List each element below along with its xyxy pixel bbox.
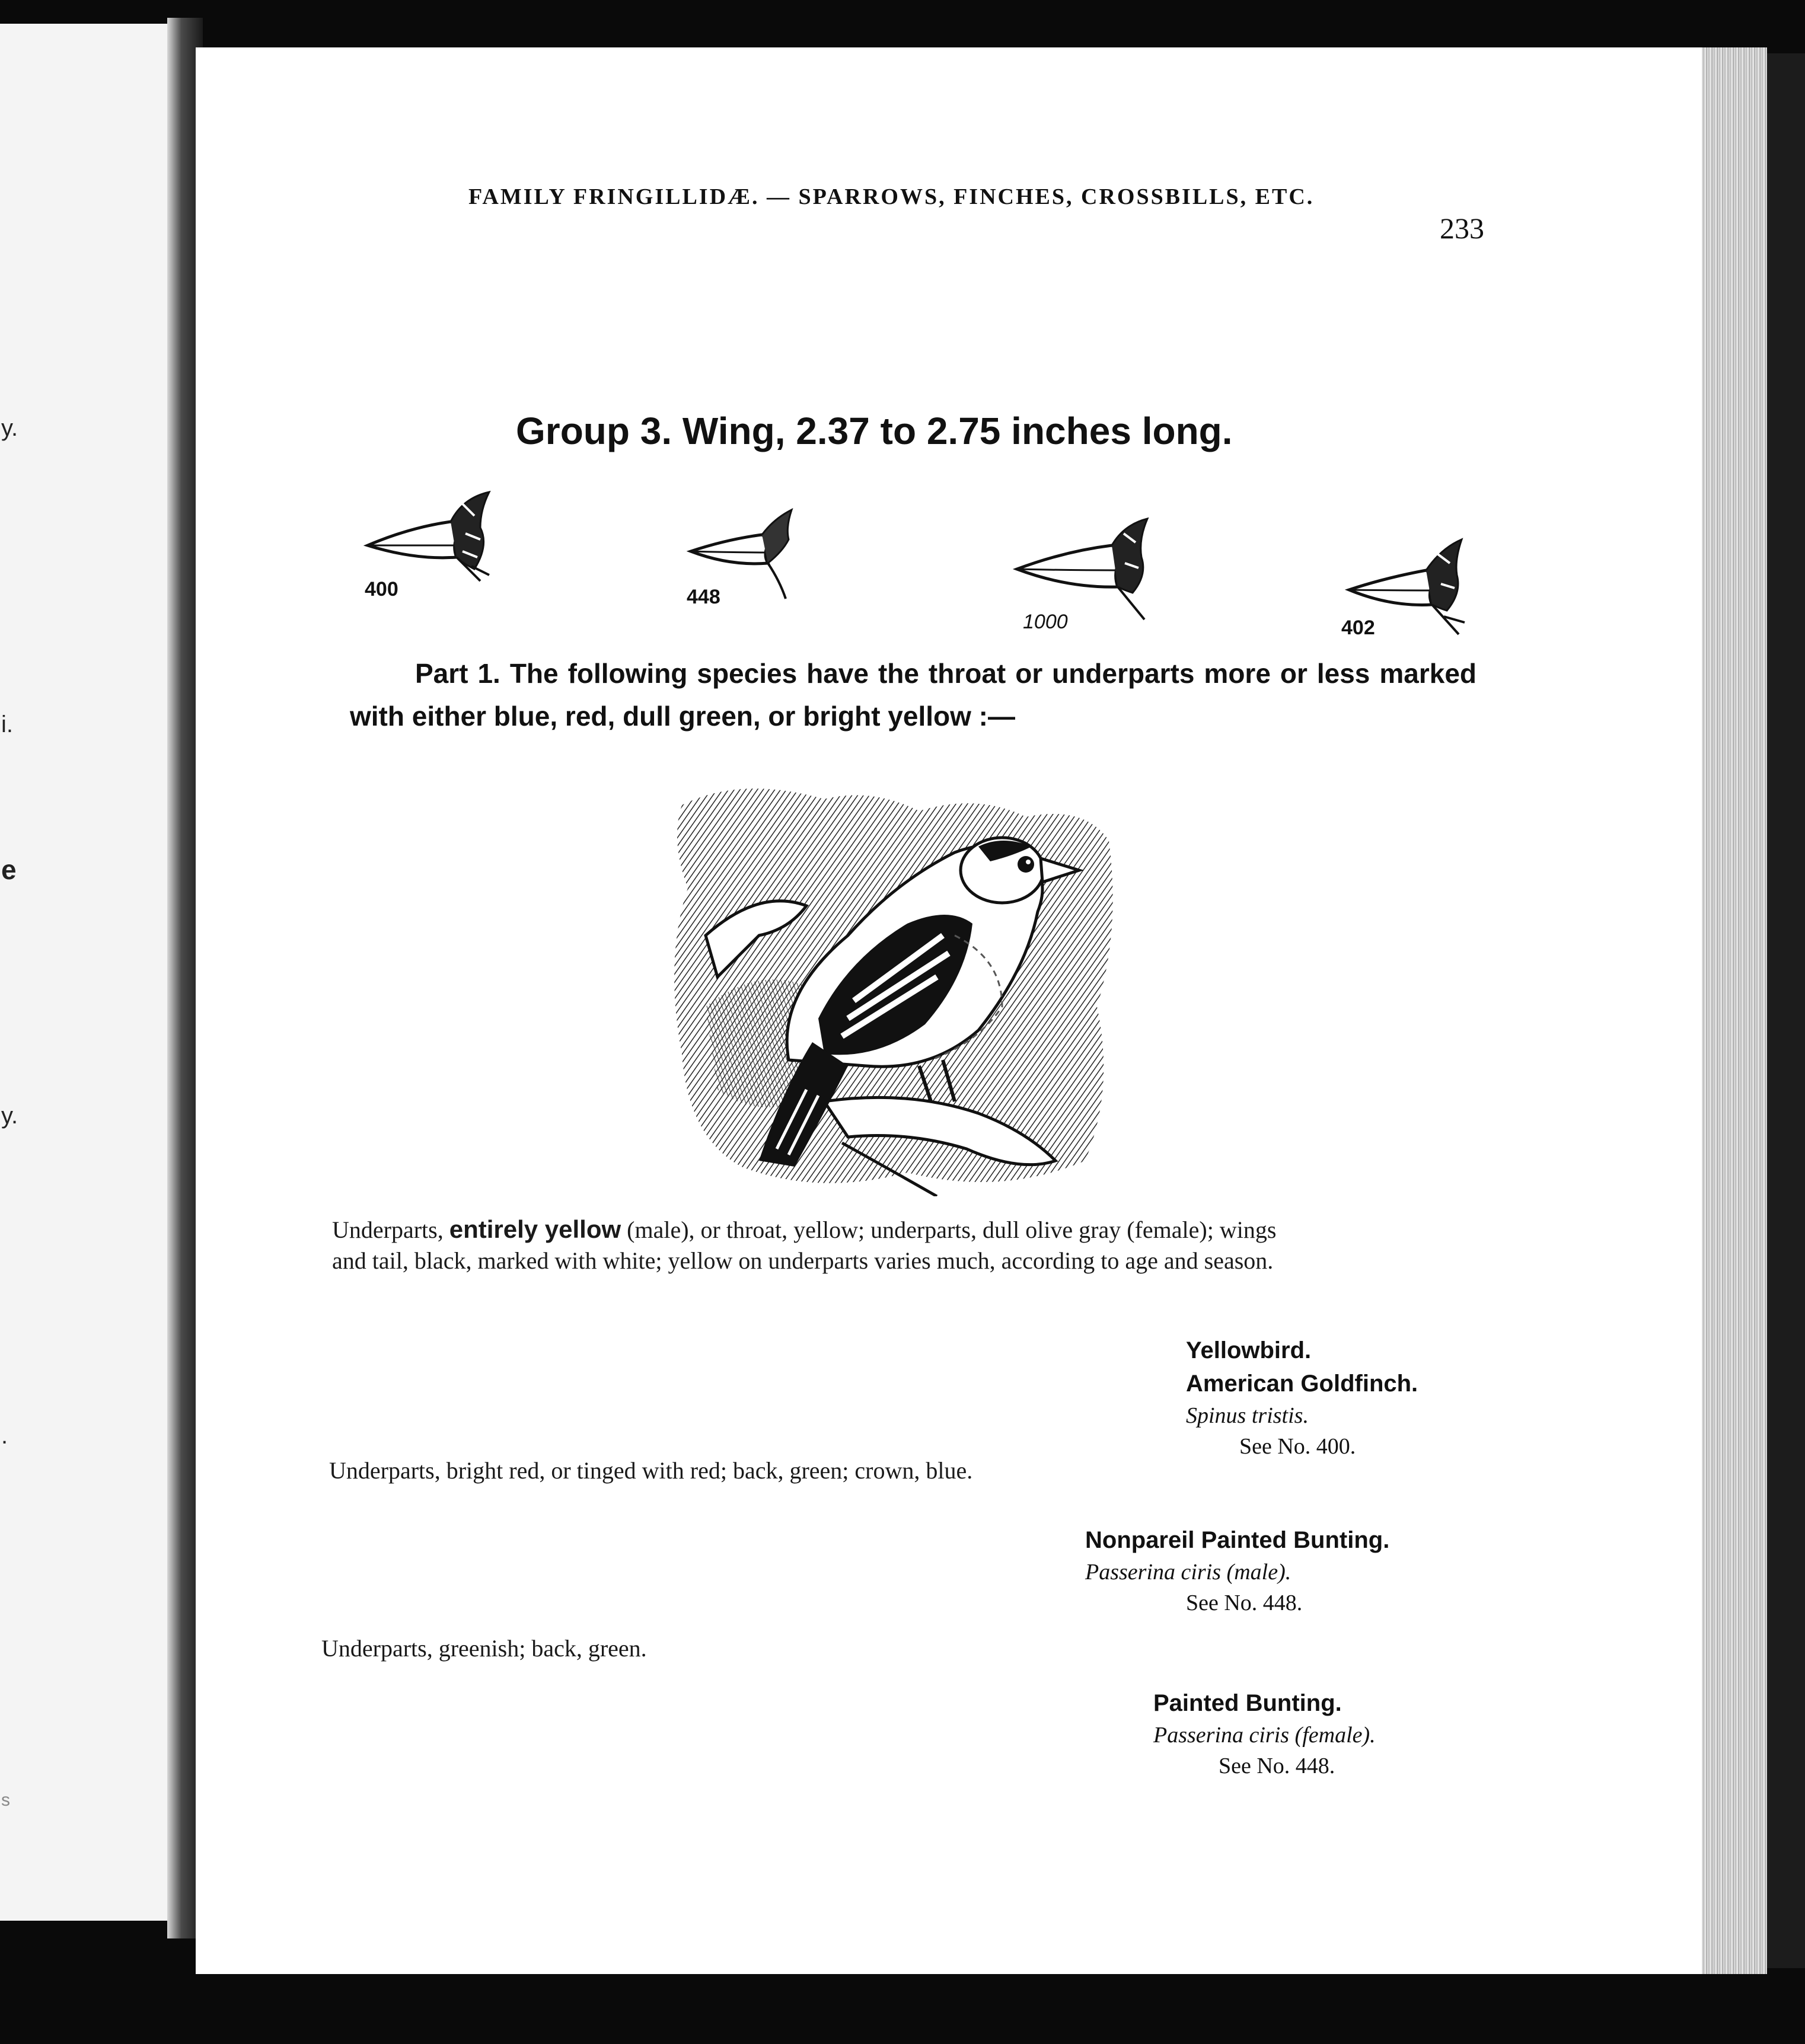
left-page-fragment: s [1,1790,10,1810]
species-description: Underparts, bright red, or tinged with red; back, green; crown, blue. [329,1457,973,1484]
scientific-name: Spinus tristis. [1186,1403,1309,1428]
bill-figure-label: 448 [687,586,720,608]
left-page-fragment: i. [1,711,13,737]
part-label: Part 1. [415,658,500,689]
species-description: Underparts, greenish; back, green. [321,1635,647,1662]
running-head: FAMILY FRINGILLIDÆ. — SPARROWS, FINCHES, CROSSBILLS, ETC. [468,184,1315,209]
left-page-fragment: . [1,1423,8,1449]
part-1-intro [350,652,1476,737]
description-text: (male), or throat, yellow; underparts, dull olive gray (female); wings and tail, black, marked with white; yellow on underparts varies much, according to age and season. [332,1216,1277,1274]
left-page-fragment: y. [1,1103,18,1129]
description-emphasis: entirely yellow [449,1215,621,1243]
see-reference: See No. 448. [1186,1591,1303,1615]
group-heading: Group 3. Wing, 2.37 to 2.75 inches long. [516,410,1233,452]
common-name: American Goldfinch. [1186,1371,1418,1397]
see-reference: See No. 400. [1239,1434,1356,1459]
species-description [332,1214,1316,1276]
bill-figure-label: 402 [1341,617,1375,639]
book-cover-edge [1767,53,1805,1968]
common-name: Nonpareil Painted Bunting. [1085,1527,1390,1553]
scientific-name: Passerina ciris (female). [1153,1723,1376,1748]
common-name: Yellowbird. [1186,1337,1312,1363]
left-page-fragment: e [1,854,17,885]
description-text: Underparts, [332,1216,449,1243]
common-name: Painted Bunting. [1153,1690,1342,1716]
goldfinch-engraving-icon [670,781,1121,1196]
bill-figure-label: 400 [365,578,398,601]
page-number: 233 [1440,212,1484,245]
left-page-fragment: y. [1,415,18,441]
left-facing-page [0,24,178,1921]
species-entry [1153,1687,1376,1781]
scientific-name: Passerina ciris (male). [1085,1560,1291,1585]
species-entry [1085,1524,1389,1618]
part-text: The following species have the throat or underparts more or less marked with either blue, red, dull green, or bright yellow :— [350,658,1477,732]
species-entry [1186,1334,1418,1462]
bill-figure-label: 1000 [1023,611,1068,633]
see-reference: See No. 448. [1219,1754,1335,1778]
page-edges [1702,47,1767,1974]
